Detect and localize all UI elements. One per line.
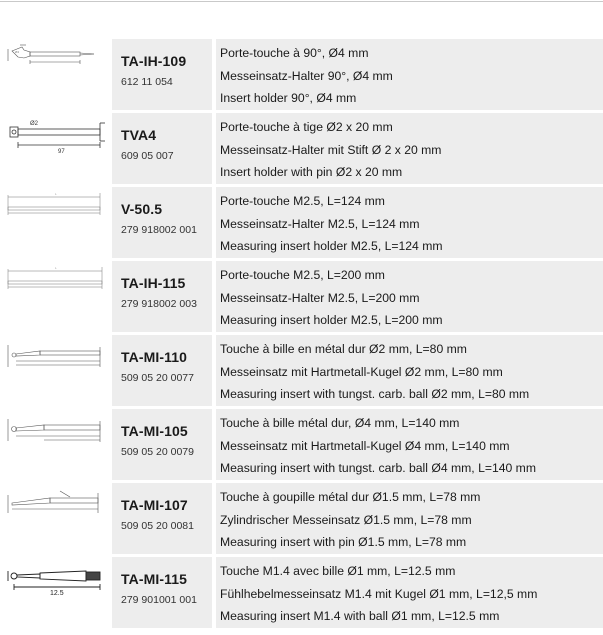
description-fr: Touche à goupille métal dur Ø1.5 mm, L=78 mm (220, 490, 481, 504)
description-cell (212, 483, 603, 554)
description-en: Measuring insert holder M2.5, L=124 mm (220, 239, 443, 253)
description-cell (212, 113, 603, 184)
svg-text:L: L (55, 266, 57, 270)
article-number: 612 11 054 (121, 76, 173, 88)
model-cell (112, 187, 212, 258)
article-number: 509 05 20 0081 (121, 520, 194, 532)
model-number: TA-IH-109 (121, 53, 187, 69)
model-cell (112, 409, 212, 480)
insert-holder-90-drawing-icon (0, 39, 112, 107)
description-en: Measuring insert with pin Ø1.5 mm, L=78 mm (220, 535, 467, 549)
description-de: Messeinsatz mit Hartmetall-Kugel Ø4 mm, L=140 mm (220, 438, 510, 453)
description-cell (212, 187, 603, 258)
description-cell (212, 261, 603, 332)
model-number: TA-MI-105 (121, 423, 188, 439)
insert-holder-pin-drawing-icon (0, 113, 112, 181)
table-row (0, 557, 603, 628)
description-en: Measuring insert with tungst. carb. ball Ø4 mm, L=140 mm (220, 461, 536, 475)
table-row (0, 39, 603, 110)
model-number: TA-MI-115 (121, 571, 187, 587)
description-fr: Porte-touche M2.5, L=200 mm (220, 268, 385, 282)
description-fr: Touche à bille en métal dur Ø2 mm, L=80 mm (220, 342, 467, 356)
description-de: Zylindrischer Messeinsatz Ø1.5 mm, L=78 mm (220, 512, 472, 527)
description-de: Messeinsatz-Halter M2.5, L=200 mm (220, 290, 420, 305)
drawing-label: Ø2 (30, 121, 39, 127)
product-table (0, 39, 603, 631)
description-fr: Touche M1.4 avec bille Ø1 mm, L=12.5 mm (220, 564, 456, 578)
model-number: TA-IH-115 (121, 275, 186, 291)
article-number: 509 05 20 0079 (121, 446, 194, 458)
description-fr: Porte-touche à tige Ø2 x 20 mm (220, 120, 393, 134)
description-de: Messeinsatz-Halter M2.5, L=124 mm (220, 216, 420, 231)
ball-insert-2mm-drawing-icon (0, 335, 112, 403)
table-row (0, 113, 603, 184)
pin-insert-drawing-icon (0, 483, 112, 551)
ball-insert-4mm-drawing-icon (0, 409, 112, 477)
article-number: 509 05 20 0077 (121, 372, 194, 384)
description-en: Measuring insert M1.4 with ball Ø1 mm, L=12.5 mm (220, 609, 500, 623)
model-cell (112, 557, 212, 628)
holder-m25-200-drawing-icon (0, 261, 112, 329)
description-cell (212, 335, 603, 406)
description-fr: Porte-touche à 90°, Ø4 mm (220, 46, 369, 60)
model-cell (112, 483, 212, 554)
model-cell (112, 335, 212, 406)
model-number: TVA4 (121, 127, 157, 143)
description-de: Messeinsatz-Halter mit Stift Ø 2 x 20 mm (220, 142, 442, 157)
description-cell (212, 39, 603, 110)
article-number: 279 901001 001 (121, 594, 197, 606)
m14-ball-insert-drawing-icon (0, 557, 112, 625)
description-de: Messeinsatz-Halter 90°, Ø4 mm (220, 68, 393, 83)
description-de: Messeinsatz mit Hartmetall-Kugel Ø2 mm, L=80 mm (220, 364, 503, 379)
model-cell (112, 261, 212, 332)
holder-m25-124-drawing-icon (0, 187, 112, 255)
table-row (0, 187, 603, 258)
description-en: Measuring insert with tungst. carb. ball Ø2 mm, L=80 mm (220, 387, 530, 401)
description-de: Fühlhebelmesseinsatz M1.4 mit Kugel Ø1 mm, L=12,5 mm (220, 586, 538, 601)
model-cell (112, 113, 212, 184)
table-row (0, 335, 603, 406)
model-number: TA-MI-107 (121, 497, 188, 513)
description-en: Insert holder 90°, Ø4 mm (220, 91, 357, 105)
table-row (0, 409, 603, 480)
top-divider (0, 1, 603, 2)
description-fr: Touche à bille métal dur, Ø4 mm, L=140 mm (220, 416, 460, 430)
description-cell (212, 557, 603, 628)
description-en: Measuring insert holder M2.5, L=200 mm (220, 313, 443, 327)
article-number: 279 918002 003 (121, 298, 197, 310)
article-number: 609 05 007 (121, 150, 174, 162)
description-cell (212, 409, 603, 480)
description-en: Insert holder with pin Ø2 x 20 mm (220, 165, 403, 179)
description-fr: Porte-touche M2.5, L=124 mm (220, 194, 385, 208)
svg-text:Ø4: Ø4 (15, 50, 20, 54)
table-row (0, 261, 603, 332)
model-number: TA-MI-110 (121, 349, 187, 365)
drawing-label: 12.5 (50, 590, 64, 597)
table-row (0, 483, 603, 554)
svg-text:L: L (55, 192, 57, 196)
model-number: V-50.5 (121, 201, 163, 217)
article-number: 279 918002 001 (121, 224, 197, 236)
drawing-label: 97 (58, 149, 65, 155)
model-cell (112, 39, 212, 110)
